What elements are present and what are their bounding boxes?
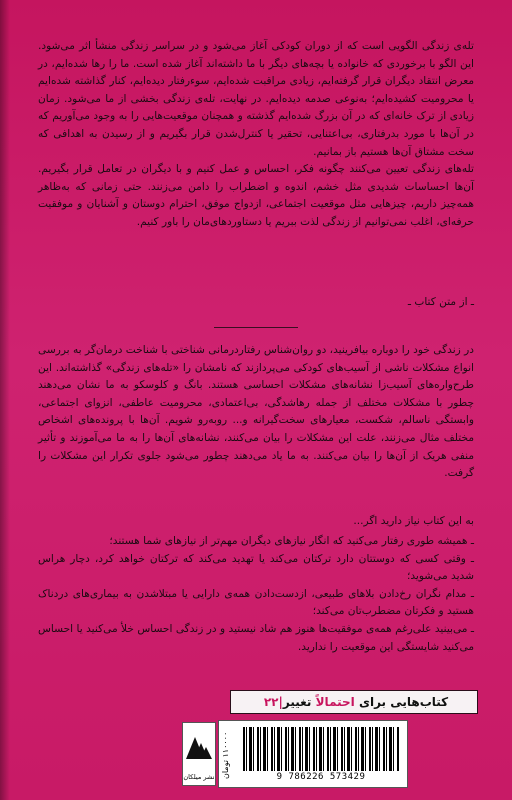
series-label [230,690,478,714]
price-label: ۱۱۰۰۰۰ تومان [221,731,230,779]
series-accent: احتمالاً [315,695,355,709]
barcode-panel [218,720,408,788]
prompt-title: به این کتاب نیاز دارید اگر... [353,515,474,527]
barcode-icon [243,727,399,771]
publisher-name: نشر میلکان [183,773,215,781]
isbn-digits: 9 786226 573429 [276,772,366,782]
quote-source: ـ از متن کتاب ـ [407,296,474,308]
publisher-logo [182,722,216,786]
spine-shadow [0,0,10,800]
intro-paragraph-1: تله‌ی زندگی الگویی است که از دوران کودکی آغاز می‌شود و در سراسر زندگی منشأ اثر می‌شود. این الگو با برخوردی که خانواده یا بچه‌های دیگر با ما داشته‌اند آغاز شده است. ما را رها شده‌ایم، در معرض انتقاد دیگران قرار گرفته‌ایم، زیادی مراقبت شده‌ایم، سوءرفتار دیده‌ایم، کنار گذاشته شده‌ایم یا محرومیت کشیده‌ایم؛ به‌نوعی صدمه دیده‌ایم. در نهایت، تله‌ی زندگی بخشی از ما می‌شود. زمان زیادی از ترک خانه‌ای که در آن بزرگ شده‌ایم گذشته و همچنان موقعیت‌هایی را به وجود می‌آوریم که در آن‌ها با مورد بدرفتاری، بی‌اعتنایی، تحقیر یا کنترل‌شدن قرار بگیریم و از رسیدن به اهدافی که سخت مشتاق آن‌ها هستیم باز بمانیم. [38,40,474,158]
series-number: |۲۲ [263,695,283,709]
bullet-item: ـ وقتی کسی که دوستتان دارد ترکتان می‌کند یا تهدید می‌کند که ترکتان خواهد کرد، دچار هراس شدید می‌شوید؛ [38,552,474,583]
about-paragraph: در زندگی خود را دوباره بیافرینید، دو روان‌شناس رفتاردرمانی شناختی با شناخت درمان‌گر به بررسی انواع مشکلات ناشی از آسیب‌های کودکی می‌پردازند که نامشان را «تله‌های زندگی» گذاشته‌اند. این طرح‌واره‌های آسیب‌زا نشانه‌های مشکلات احساسی هستند. بانگ و کلوسکو به ما نشان می‌دهند چطور با مشکلات مختلف از جمله رهاشدگی، بی‌اعتمادی، محرومیت عاطفی، انزوای اجتماعی، وابستگی ناسالم، شکست، معیارهای سخت‌گیرانه و... روبه‌رو شویم. آن‌ها با پرونده‌های اشخاص مختلف مثال می‌زنند، علت این مشکلات را بیان می‌کنند، نشانه‌های آن‌ها را به ما می‌آموزند و تأثیر منفی هریک از آن‌ها را بیان می‌کنند. به ما یاد می‌دهند چطور می‌شود جلوی تکرار این مشکلات را گرفت. [38,344,474,480]
series-prefix: کتاب‌هایی برای [358,695,449,709]
about-text [38,342,474,483]
bullet-item: ـ همیشه طوری رفتار می‌کنید که انگار نیازهای دیگران مهم‌تر از نیازهای شما هستند؛ [109,535,474,547]
bullet-list [38,533,474,656]
intro-text [38,38,474,232]
section-divider [214,327,298,328]
bullet-item: ـ می‌بینید علی‌رغم همه‌ی موفقیت‌ها هنوز هم شاد نیستید و در زندگی احساس خلأ می‌کنید یا احساس می‌کنید شایستگی این موقعیت را ندارید. [38,622,474,653]
series-suffix: تغییر [282,695,312,709]
intro-paragraph-2: تله‌های زندگی تعیین می‌کنند چگونه فکر، احساس و عمل کنیم و با دیگران در تعامل قرار بگیریم. آن‌ها احساسات شدیدی مثل خشم، اندوه و اضطراب را دامن می‌زنند. حتی زمانی که به‌ظاهر همه‌چیز داریم، چیزهایی مثل موقعیت اجتماعی، ازدواج موفق، احترام دوستان و آشنایان و موفقیت حرفه‌ای، اغلب نمی‌توانیم از زندگی لذت ببریم یا دستاوردهای‌مان را باور کنیم. [38,163,474,228]
mountains-icon [186,731,212,761]
bullet-item: ـ مدام نگران رخ‌دادن بلاهای طبیعی، ازدست‌دادن همه‌ی دارایی یا مبتلاشدن به بیماری‌های دردناک هستید و فکرتان مضطرب‌تان می‌کند؛ [38,587,474,618]
